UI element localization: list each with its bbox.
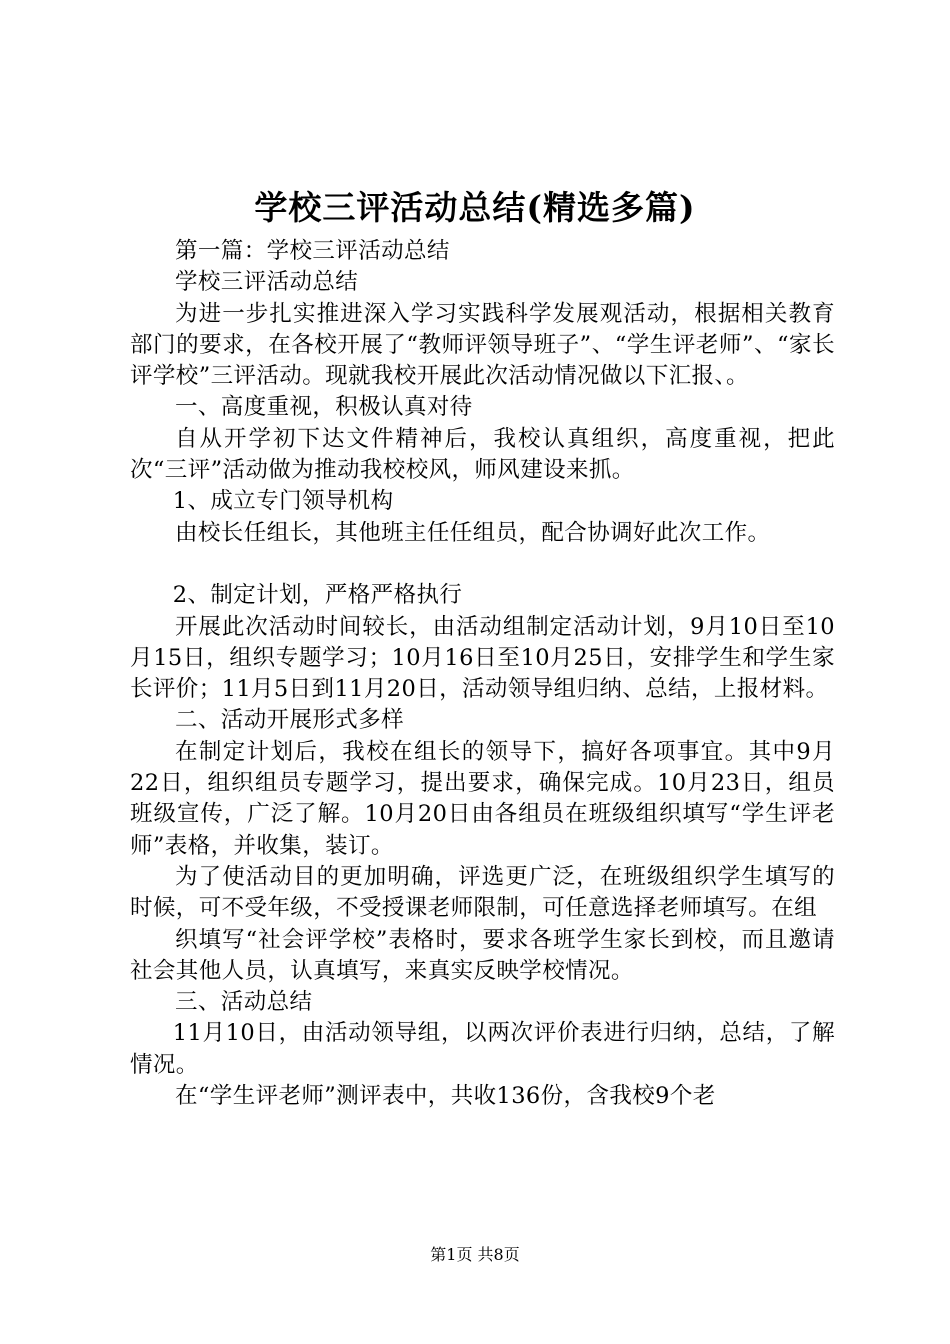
paragraph: 为了使活动目的更加明确，评选更广泛，在班级组织学生填写的时候，可不受年级，不受授课老师限制，可任意选择老师填写。在组 — [130, 863, 835, 922]
page-footer: 第1页 共8页 — [430, 1245, 520, 1264]
section-heading: 一、高度重视，积极认真对待 — [175, 394, 473, 421]
paragraph: 由校长任组长，其他班主任任组员，配合协调好此次工作。 — [175, 519, 771, 546]
section-heading: 三、活动总结 — [175, 989, 313, 1016]
blank-line — [130, 549, 835, 580]
paragraph: 织填写“社会评学校”表格时，要求各班学生家长到校，而且邀请社会其他人员，认真填写，来真实反映学校情况。 — [130, 926, 835, 984]
subtitle: 学校三评活动总结 — [175, 269, 359, 296]
section-heading: 第一篇：学校三评活动总结 — [175, 238, 450, 264]
section-heading: 二、活动开展形式多样 — [175, 707, 405, 734]
document-body — [130, 236, 835, 1112]
paragraph: 11月10日，由活动领导组，以两次评价表进行归纳，总结，了解情况。 — [130, 1020, 835, 1078]
paragraph: 在制定计划后，我校在组长的领导下，搞好各项事宜。其中9月22日，组织组员专题学习，提出要求，确保完成。10月23日，组员班级宣传，广泛了解。10月20日由各组员在班级组织填写“学生评老师”表格，并收集，装订。 — [130, 738, 835, 859]
document-title: 学校三评活动总结(精选多篇) — [254, 188, 696, 227]
item-heading: 2、制定计划，严格严格执行 — [172, 582, 463, 609]
paragraph: 自从开学初下达文件精神后，我校认真组织，高度重视，把此次“三评”活动做为推动我校校风，师风建设来抓。 — [130, 425, 835, 484]
paragraph: 为进一步扎实推进深入学习实践科学发展观活动，根据相关教育部门的要求，在各校开展了“教师评领导班子”、“学生评老师”、“家长评学校”三评活动。现就我校开展此次活动情况做以下汇报、。 — [130, 300, 835, 390]
paragraph: 开展此次活动时间较长，由活动组制定活动计划，9月10日至10月15日，组织专题学习；10月16日至10月25日，安排学生和学生家长评价；11月5日到11月20日，活动领导组归纳、总结，上报材料。 — [130, 613, 835, 703]
item-heading: 1、成立专门领导机构 — [172, 488, 394, 515]
paragraph: 在“学生评老师”测评表中，共收136份，含我校9个老 — [175, 1083, 716, 1110]
